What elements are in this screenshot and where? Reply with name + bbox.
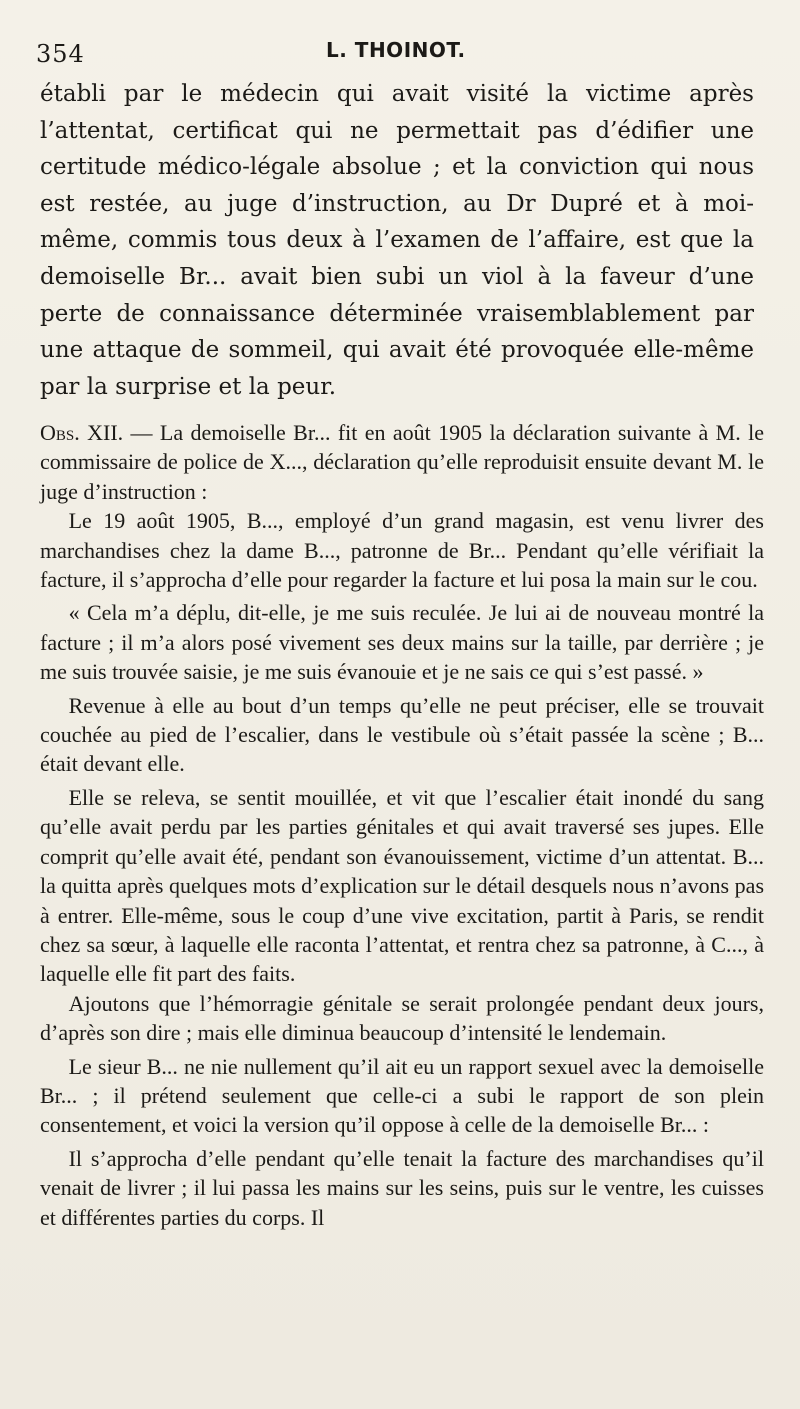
observation-paragraph-2: « Cela m’a déplu, dit-elle, je me suis reculée. Je lui ai de nouveau montré la facture ; il m’a alors posé vivement ses deux mains sur la taille, par derrière ; je me suis trouvée saisie, je me suis évanouie et je ne sais ce qui s’est passé. »	[40, 600, 764, 685]
paragraph-continued: établi par le médecin qui avait visité la victime après l’attentat, certificat qui ne permettait pas d’édifier une certitude médico-légale absolue ; et la conviction qui nous est restée, au juge d’instruction, au Dr Dupré et à moi-même, commis tous deux à l’examen de l’affaire, est que la demoiselle Br... avait bien subi un viol à la faveur d’une perte de connaissance déterminée vraisemblablement par une attaque de sommeil, qui avait été provoquée elle-même par la surprise et la peur.	[40, 81, 754, 400]
observation-block	[40, 418, 764, 1232]
observation-paragraph-7: Il s’approcha d’elle pendant qu’elle tenait la facture des marchandises qu’il venait de livrer ; il lui passa les mains sur les seins, puis sur le ventre, les cuisses et différentes parties du corps. Il	[40, 1145, 764, 1230]
observation-intro-text: — La demoiselle Br... fit en août 1905 la déclaration suivante à M. le commissaire de police de X..., déclaration qu’elle reproduisit ensuite devant M. le juge d’instruction :	[40, 420, 764, 504]
page-number: 354	[36, 40, 85, 68]
observation-intro	[40, 418, 764, 506]
observation-label: Obs. XII.	[40, 420, 124, 445]
observation-paragraph-6: Le sieur B... ne nie nullement qu’il ait eu un rapport sexuel avec la demoiselle Br... ; il prétend seulement que celle-ci a subi le rapport de son plein consentement, et voici la version qu’il oppose à celle de la demoiselle Br... :	[40, 1053, 764, 1138]
observation-paragraph-5: Ajoutons que l’hémorragie génitale se serait prolongée pendant deux jours, d’après son dire ; mais elle diminua beaucoup d’intensité le lendemain.	[40, 990, 764, 1046]
observation-paragraph-4: Elle se releva, se sentit mouillée, et vit que l’escalier était inondé du sang qu’elle avait perdu par les parties génitales et qui avait traversé ses jupes. Elle comprit qu’elle avait été, pendant son évanouissement, victime d’un attentat. B... la quitta après quelques mots d’explication sur le détail desquels nous n’avons pas à entrer. Elle-même, sous le coup d’une vive excitation, partit à Paris, se rendit chez sa sœur, à laquelle elle raconta l’attentat, et rentra chez sa patronne, à C..., à laquelle elle fit part des faits.	[40, 784, 764, 987]
running-head: L. THOINOT.	[326, 38, 466, 62]
observation-paragraph-3: Revenue à elle au bout d’un temps qu’elle ne peut préciser, elle se trouvait couchée au pied de l’escalier, dans le vestibule où s’était passée la scène ; B... était devant elle.	[40, 692, 764, 777]
page-header	[36, 34, 756, 70]
main-text-block	[40, 76, 754, 405]
observation-paragraph-1: Le 19 août 1905, B..., employé d’un grand magasin, est venu livrer des marchandises chez la dame B..., patronne de Br... Pendant qu’elle vérifiait la facture, il s’approcha d’elle pour regarder la facture et lui posa la main sur le cou.	[40, 508, 764, 593]
